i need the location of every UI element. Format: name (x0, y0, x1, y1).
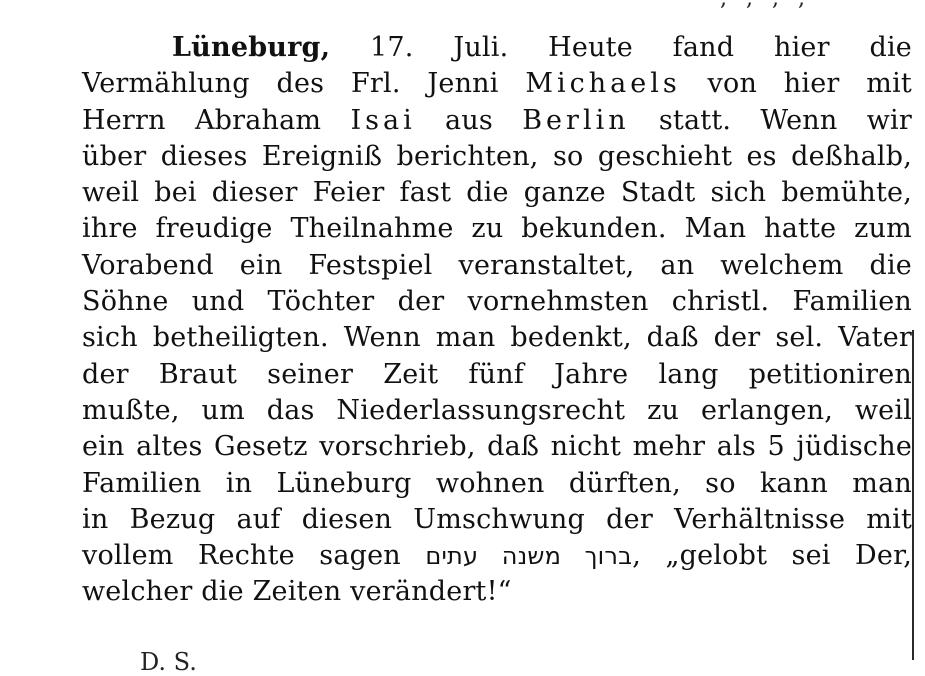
line-text: Heute fand hier die (548, 32, 912, 63)
cut-off-text-top (720, 0, 811, 11)
article-line-2 (82, 66, 912, 102)
article-line-3 (82, 103, 912, 139)
line-text: vollem Rechte sagen (82, 540, 401, 572)
article-date: 17. Juli. (370, 32, 509, 63)
article-column (82, 30, 912, 611)
bride-name: Michaels (525, 68, 681, 100)
line-text: von hier mit (707, 68, 912, 100)
headline-place: Lüneburg, (172, 32, 331, 63)
article-line-9: sich betheiligten. Wenn man bedenkt, daß der sel. Vater (82, 322, 912, 354)
article-line-15 (82, 538, 912, 574)
line-text: aus (445, 104, 493, 136)
line-text: , „gelobt sei Der, (632, 540, 913, 572)
groom-name: Isai (350, 104, 416, 136)
cut-off-text-bottom: D. S. (140, 648, 197, 676)
article-line-1 (82, 30, 912, 66)
article-line-5: weil bei dieser Feier fast die ganze Stadt sich bemühte, (82, 177, 912, 209)
article-line-7: Vorabend ein Festspiel veranstaltet, an welchem die (82, 249, 912, 281)
article-line-16: welcher die Zeiten verändert!“ (82, 576, 512, 608)
article-line-6: ihre freudige Theilnahme zu bekunden. Man hatte zum (82, 213, 912, 245)
article-line-8: Söhne und Töchter der vornehmsten christl. Familien (82, 286, 912, 318)
article-line-13: Familien in Lüneburg wohnen dürften, so kann man (82, 467, 912, 499)
line-text: statt. Wenn wir (658, 104, 912, 136)
line-text: Herrn Abraham (82, 104, 322, 136)
article-line-11: mußte, um das Niederlassungsrecht zu erlangen, weil (82, 394, 912, 426)
article-line-12: ein altes Gesetz vorschrieb, daß nicht mehr als 5 jüdische (82, 431, 912, 463)
column-rule (912, 330, 914, 660)
line-text: Vermählung des Frl. Jenni (82, 68, 499, 100)
article-line-4: über dieses Ereigniß berichten, so geschieht es deßhalb, (82, 140, 912, 172)
groom-city: Berlin (522, 104, 630, 136)
article-line-10: der Braut seiner Zeit fünf Jahre lang petitioniren (82, 358, 912, 390)
article-line-14: in Bezug auf diesen Umschwung der Verhältnisse mit (82, 503, 912, 535)
hebrew-blessing: ברוך משנה עתים (425, 542, 633, 571)
